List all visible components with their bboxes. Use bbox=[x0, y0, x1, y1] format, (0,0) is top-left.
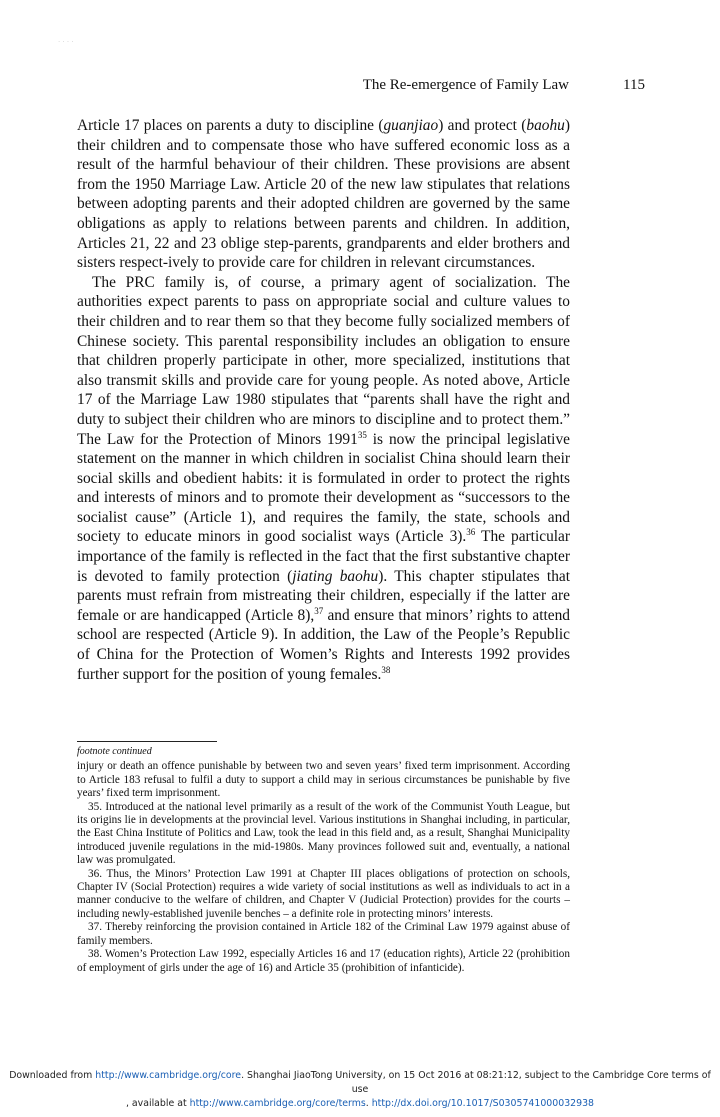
text-run: ) and protect ( bbox=[438, 117, 527, 134]
running-title: The Re-emergence of Family Law bbox=[362, 77, 569, 93]
italic-term: guanjiao bbox=[383, 117, 439, 134]
footnote-35: 35. Introduced at the national level primarily as a result of the work of the Communist Youth League, but its origins lie in developments at the provincial level. Various institutions in Shanghai including, in particular, the East China Institute of Politics and Law, took the lead in this field and, as a result, Shanghai Municipality introduced juvenile regulations in the mid-1980s. Many provinces followed suit and, eventually, a national law was promulgated. bbox=[77, 800, 570, 867]
paragraph-1 bbox=[77, 116, 570, 273]
scan-smudge: · · · · bbox=[58, 38, 74, 46]
running-header bbox=[300, 77, 645, 99]
footer-available-at: , available at bbox=[125, 1098, 190, 1109]
footnote-ref: 36 bbox=[466, 527, 476, 538]
text-run: ). This chapter stipulates that parents must refrain from mistreating their children, especially if the latter are female or are handicapped (Article 8), bbox=[77, 567, 570, 624]
footer-line-1 bbox=[0, 1069, 720, 1097]
text-run: and ensure that minors’ rights to attend school are respected (Article 9). In addition, the Law of the People’s Republic of China for the Protection of Women’s Rights and Interests 1992 provides further support for the position of young females. bbox=[77, 606, 570, 683]
text-run: ) their children and to compensate those who have suffered economic loss as a result of the harmful behaviour of their children. These provisions are absent from the 1950 Marriage Law. Article 20 of the new law stipulates that relations between adopting parents and their adopted children are governed by the same obligations as apply to relations between parents and children. In addition, Articles 21, 22 and 23 oblige step-parents, grandparents and elder brothers and sisters respect-ively to provide care for children in relevant circumstances. bbox=[77, 117, 571, 272]
footnote-continued-text: injury or death an offence punishable by between two and seven years’ fixed term imprisonment. According to Article 183 refusal to fulfil a duty to support a child may in serious circumstances be punishable by five years’ fixed term imprisonment. bbox=[77, 760, 570, 800]
terms-link[interactable]: http://www.cambridge.org/core/terms bbox=[189, 1098, 366, 1109]
footnote-divider bbox=[77, 741, 217, 742]
footer-prefix: Downloaded from bbox=[9, 1070, 96, 1081]
footnote-38: 38. Women’s Protection Law 1992, especially Articles 16 and 17 (education rights), Article 22 (prohibition of employment of girls under the age of 16) and Article 35 (prohibition of infanticide). bbox=[77, 948, 570, 974]
footnote-ref: 37 bbox=[314, 605, 324, 616]
text-run: The particular importance of the family is reflected in the fact that the first substantive chapter is devoted to family protection ( bbox=[77, 528, 570, 585]
doi-link[interactable]: http://dx.doi.org/10.1017/S0305741000032938 bbox=[371, 1098, 595, 1109]
footnotes bbox=[77, 745, 570, 975]
footnote-ref: 35 bbox=[357, 429, 367, 440]
text-run: The PRC family is, of course, a primary agent of socialization. The authorities expect parents to pass on appropriate social and culture values to their children and to rear them so that they become fully socialized members of Chinese society. This parental responsibility includes an obligation to ensure that children properly participate in other, more specialized, institutions that also transmit skills and provide care for young people. As noted above, Article 17 of the Marriage Law 1980 stipulates that “parents shall have the right and duty to subject their children who are minors to discipline and to protect them.” The Law for the Protection of Minors 1991 bbox=[77, 273, 570, 448]
footer-separator: . bbox=[365, 1098, 372, 1109]
page-number: 115 bbox=[623, 77, 645, 93]
italic-term: baohu bbox=[526, 117, 565, 134]
main-text bbox=[77, 116, 570, 684]
footer-line-2 bbox=[0, 1097, 720, 1111]
footnote-36: 36. Thus, the Minors’ Protection Law 1991 at Chapter III places obligations of protection on schools, Chapter IV (Social Protection) requires a wide variety of social institutions as well as individuals to act in a manner conducive to the welfare of children, and Chapter V (Judicial Protection) provides for the courts – including newly-established juvenile benches – a definite role in protecting minors’ interests. bbox=[77, 867, 570, 920]
footnote-37: 37. Thereby reinforcing the provision contained in Article 182 of the Criminal Law 1979 against abuse of family members. bbox=[77, 921, 570, 947]
text-run: is now the principal legislative statement on the manner in which children in socialist China should learn their social skills and obedient habits: it is formulated in order to protect the rights and interests of minors and to promote their development as “successors to the socialist cause” (Article 1), and requires the family, the state, schools and society to educate minors in good socialist ways (Article 3). bbox=[77, 430, 570, 546]
text-run: Article 17 places on parents a duty to discipline ( bbox=[77, 117, 384, 134]
footer-download-info: . Shanghai JiaoTong University, on 15 Oct 2016 at 08:21:12, subject to the Cambridge Core terms of use bbox=[241, 1070, 711, 1095]
footnote-continued-label: footnote continued bbox=[77, 746, 152, 757]
italic-term: jiating baohu bbox=[292, 567, 379, 585]
paragraph-2 bbox=[77, 273, 570, 684]
footnote-ref: 38 bbox=[381, 664, 391, 675]
cambridge-core-link[interactable]: http://www.cambridge.org/core bbox=[95, 1070, 242, 1081]
download-footer bbox=[0, 1069, 720, 1111]
